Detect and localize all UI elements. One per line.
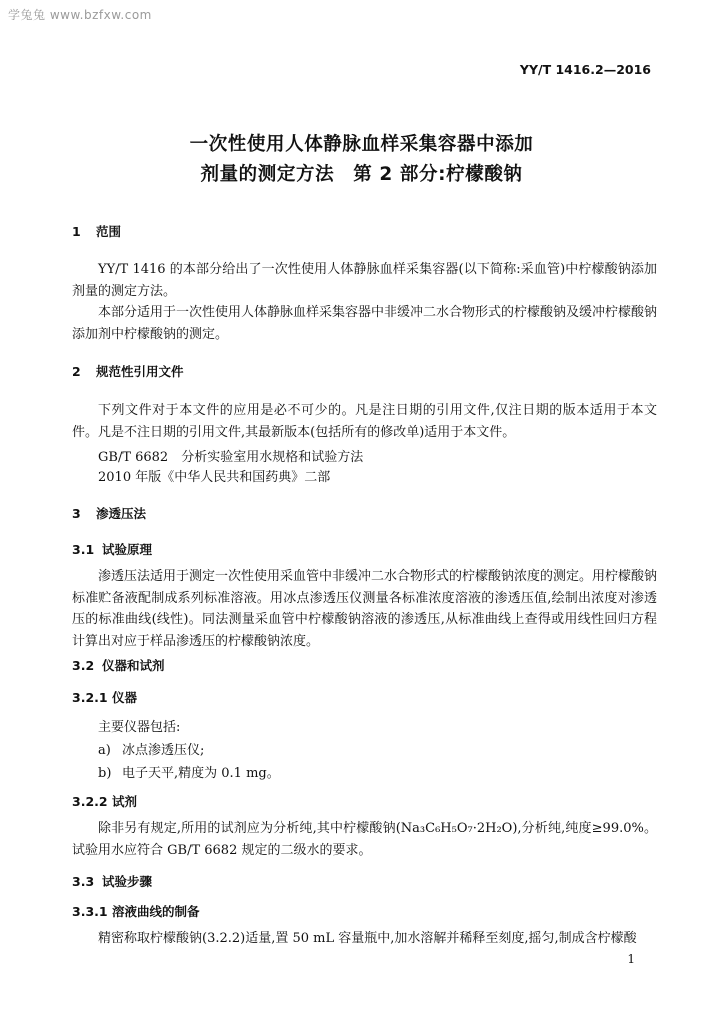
document-number: YY/T 1416.2—2016 bbox=[519, 62, 651, 77]
section-title: 试剂 bbox=[112, 794, 138, 809]
section-title: 范围 bbox=[96, 224, 122, 239]
title-line-1: 一次性使用人体静脉血样采集容器中添加 bbox=[189, 134, 534, 155]
section-number: 2 bbox=[72, 364, 81, 379]
section-1-paragraph-2: 本部分适用于一次性使用人体静脉血样采集容器中非缓冲二水合物形式的柠檬酸钠及缓冲柠檬酸钠添加剂中柠檬酸钠的测定。 bbox=[72, 305, 658, 342]
section-3-1-paragraph: 渗透压法适用于测定一次性使用采血管中非缓冲二水合物形式的柠檬酸钠浓度的测定。用柠檬酸钠标准贮备液配制成系列标准溶液。用冰点渗透压仪测量各标准浓度溶液的渗透压值,绘制出浓度对渗透压的标准曲线(线性)。同法测量采血管中柠檬酸钠溶液的渗透压,从标准曲线上查得或用线性回归方程计算出对应于样品渗透压的柠檬酸钠浓度。 bbox=[72, 569, 658, 649]
section-title: 溶液曲线的制备 bbox=[112, 904, 200, 919]
section-3-2-2-paragraph: 除非另有规定,所用的试剂应为分析纯,其中柠檬酸钠(Na₃C₆H₅O₇·2H₂O),分析纯,纯度≥99.0%。试验用水应符合 GB/T 6682 规定的二级水的要求。 bbox=[72, 821, 657, 858]
instrument-item-a bbox=[98, 739, 204, 758]
normative-reference-2: 2010 年版《中华人民共和国药典》二部 bbox=[98, 470, 331, 485]
section-title: 试验步骤 bbox=[102, 874, 153, 889]
list-marker: a) bbox=[98, 743, 111, 758]
section-number: 3.2.1 bbox=[72, 690, 108, 705]
section-3-2-2-heading bbox=[72, 792, 137, 810]
instrument-item-b bbox=[98, 762, 280, 781]
section-title: 规范性引用文件 bbox=[96, 364, 184, 379]
section-number: 3.2.2 bbox=[72, 794, 108, 809]
section-3-2-1-heading bbox=[72, 688, 137, 706]
section-2-paragraph-1: 下列文件对于本文件的应用是必不可少的。凡是注日期的引用文件,仅注日期的版本适用于本文件。凡是不注日期的引用文件,其最新版本(包括所有的修改单)适用于本文件。 bbox=[72, 403, 657, 440]
section-3-2-heading bbox=[72, 656, 165, 674]
section-3-1-heading bbox=[72, 540, 152, 558]
section-number: 3.1 bbox=[72, 542, 95, 557]
section-3-3-heading bbox=[72, 872, 152, 890]
section-3-heading bbox=[72, 504, 146, 522]
watermark-text: 学兔兔 www.bzfxw.com bbox=[8, 8, 152, 22]
section-title: 渗透压法 bbox=[96, 506, 147, 521]
section-title: 仪器 bbox=[112, 690, 138, 705]
section-number: 3 bbox=[72, 506, 81, 521]
section-number: 3.3.1 bbox=[72, 904, 108, 919]
list-item-text: 冰点渗透压仪; bbox=[122, 743, 205, 758]
title-line-2: 剂量的测定方法 第 2 部分:柠檬酸钠 bbox=[200, 164, 523, 185]
section-title: 仪器和试剂 bbox=[102, 658, 165, 673]
section-number: 3.2 bbox=[72, 658, 95, 673]
section-1-heading bbox=[72, 222, 121, 240]
page-number: 1 bbox=[627, 952, 635, 966]
instrument-intro: 主要仪器包括: bbox=[98, 720, 181, 735]
section-number: 1 bbox=[72, 224, 81, 239]
normative-reference-1: GB/T 6682 分析实验室用水规格和试验方法 bbox=[98, 450, 364, 465]
section-2-heading bbox=[72, 362, 184, 380]
list-marker: b) bbox=[98, 766, 112, 781]
section-number: 3.3 bbox=[72, 874, 95, 889]
section-3-3-1-paragraph: 精密称取柠檬酸钠(3.2.2)适量,置 50 mL 容量瓶中,加水溶解并稀释至刻度,摇匀,制成含柠檬酸 bbox=[98, 931, 637, 946]
list-item-text: 电子天平,精度为 0.1 mg。 bbox=[122, 766, 280, 781]
section-3-3-1-heading bbox=[72, 902, 200, 920]
section-title: 试验原理 bbox=[102, 542, 153, 557]
section-1-paragraph-1: YY/T 1416 的本部分给出了一次性使用人体静脉血样采集容器(以下简称:采血管)中柠檬酸钠添加剂量的测定方法。 bbox=[72, 262, 657, 299]
